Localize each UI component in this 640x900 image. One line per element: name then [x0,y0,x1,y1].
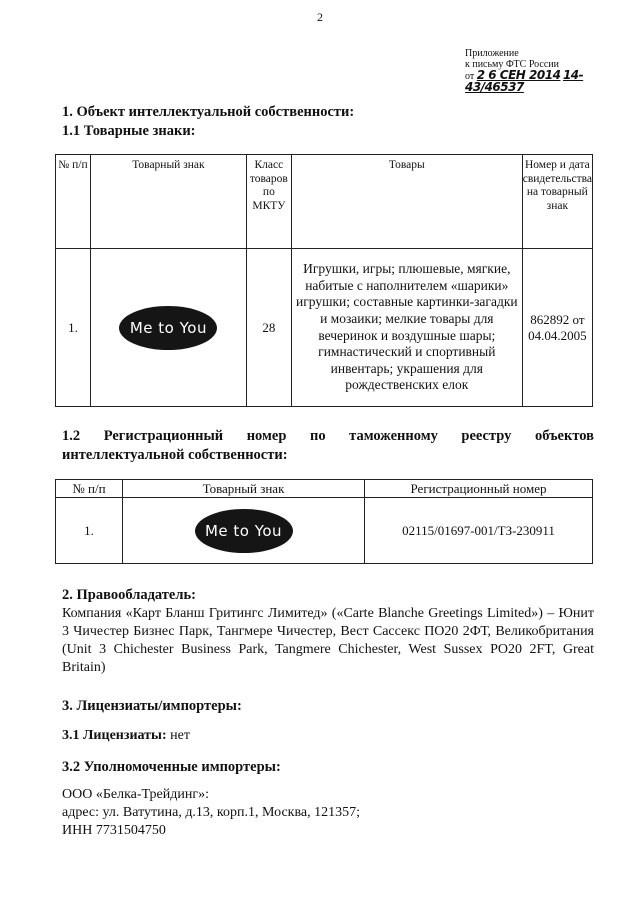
row-number: 1. [56,249,91,407]
appendix-date: 2 6 СЕН 2014 [476,68,561,82]
trademarks-table [55,154,593,407]
importers-title: 3.2 Уполномоченные импортеры: [62,759,281,775]
table-header-row [56,155,593,249]
class-cell: 28 [246,249,291,407]
col-number-header: № п/п [56,480,123,498]
appendix-date-prefix: от [465,71,475,82]
licensees-label: 3.1 Лицензиаты: [62,728,167,743]
goods-cell: Игрушки, игры; плюшевые, мягкие, набитые с наполнителем «шарики» игрушки; составные картинки-загадки и мозаики; мелкие товары для вечеринок и воздушные шары; гимнастический и спортивный инвентарь; украшения для рождественских елок [291,249,522,407]
col-trademark-header: Товарный знак [90,155,246,249]
appendix-line2: к письму ФТС России [465,59,559,70]
trademark-cell [90,249,246,407]
certificate-cell: 862892 от 04.04.2005 [522,249,592,407]
table-row [56,498,593,564]
registration-table [55,479,593,564]
page-number: 2 [317,10,323,24]
col-number-header: № п/п [56,155,91,249]
licensees-value: нет [170,728,190,743]
col-goods-header: Товары [291,155,522,249]
rightholder-text: Компания «Карт Бланш Гритингс Лимитед» («Carte Blanche Greetings Limited») – Юнит 3 Чичестер Бизнес Парк, Тангмере Чичестер, Вест Сассекс ПО20 2ФТ, Великобритания (Unit 3 Chichester Business Park, Tangmere Chichester, West Sussex PO20 2FT, Great Britain) [62,606,594,675]
section1-1-title: 1.1 Товарные знаки: [62,123,196,139]
section3-title: 3. Лицензиаты/импортеры: [62,698,242,714]
section1-2-title: 1.2 Регистрационный номер по таможенному реестру объектов интеллектуальной собственности: [62,428,594,463]
section2-title: 2. Правообладатель: [62,587,196,603]
trademark-logo: Me to You [119,306,217,350]
appendix-date-line [465,70,640,94]
licensees-line [62,727,594,745]
section1-title: 1. Объект интеллектуальной собственности: [62,104,355,120]
reg-number-cell: 02115/01697-001/ТЗ-230911 [365,498,593,564]
importer-inn: ИНН 7731504750 [62,823,166,838]
col-class-header: Класс товаров по МКТУ [246,155,291,249]
importer-address: адрес: ул. Ватутина, д.13, корп.1, Москва, 121357; [62,805,361,820]
importer-name: ООО «Белка-Трейдинг»: [62,787,209,802]
col-trademark-header: Товарный знак [123,480,365,498]
table-row [56,249,593,407]
appendix-number: 14-43/46537 [465,68,584,94]
appendix-line1: Приложение [465,48,519,59]
col-reg-number-header: Регистрационный номер [365,480,593,498]
trademark-logo: Me to You [195,509,293,553]
row-number: 1. [56,498,123,564]
table-header-row [56,480,593,498]
col-certificate-header: Номер и дата свидетельства на товарный знак [522,155,592,249]
trademark-cell [123,498,365,564]
appendix-stamp [465,48,640,94]
